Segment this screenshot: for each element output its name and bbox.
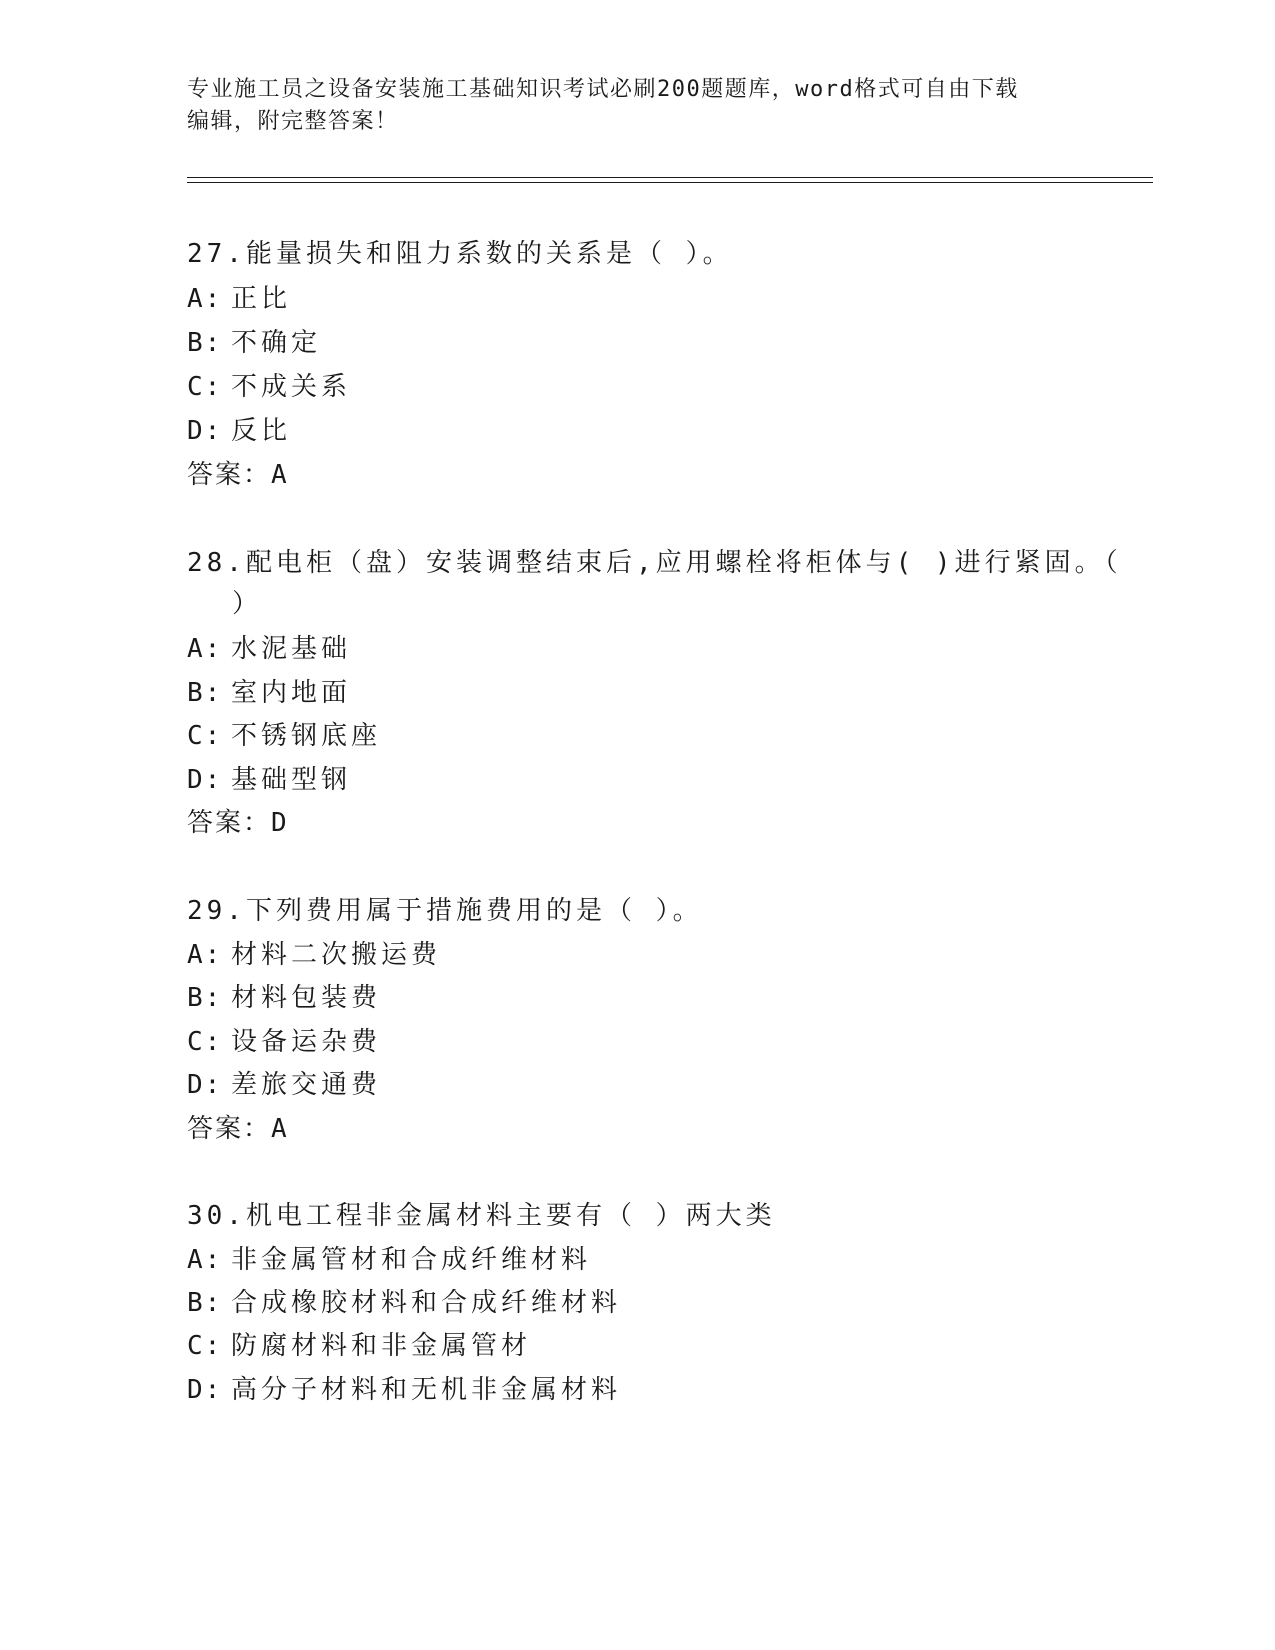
option-letter: B:: [187, 1288, 223, 1318]
option-c: [187, 1025, 381, 1059]
option-letter: A:: [187, 634, 223, 664]
option-d: [187, 763, 351, 797]
header-rule-top: [187, 177, 1153, 178]
option-text: 非金属管材和合成纤维材料: [231, 1245, 592, 1275]
option-letter: D:: [187, 416, 223, 446]
option-text: 不锈钢底座: [231, 721, 382, 751]
option-letter: C:: [187, 372, 223, 402]
option-text: 差旅交通费: [231, 1070, 382, 1100]
option-text: 材料包装费: [231, 983, 382, 1013]
option-c: [187, 1329, 531, 1363]
option-text: 基础型钢: [231, 765, 352, 795]
option-text: 设备运杂费: [231, 1027, 382, 1057]
option-text: 合成橡胶材料和合成纤维材料: [231, 1288, 622, 1318]
option-text: 高分子材料和无机非金属材料: [231, 1375, 622, 1405]
answer-value: D: [271, 808, 289, 838]
option-text: 不确定: [231, 328, 322, 358]
header-line-1: 专业施工员之设备安装施工基础知识考试必刷200题题库，word格式可自由下载: [187, 77, 1019, 102]
option-letter: A:: [187, 1245, 223, 1275]
option-letter: B:: [187, 328, 223, 358]
option-text: 反比: [231, 416, 292, 446]
option-b: [187, 1286, 621, 1320]
option-a: [187, 938, 441, 972]
option-letter: D:: [187, 1375, 223, 1405]
option-c: [187, 370, 351, 404]
option-letter: C:: [187, 1331, 223, 1361]
option-letter: B:: [187, 678, 223, 708]
option-b: [187, 981, 381, 1015]
option-d: [187, 1068, 381, 1102]
option-letter: B:: [187, 983, 223, 1013]
option-d: [187, 414, 291, 448]
option-a: [187, 282, 291, 316]
answer-label: 答案：: [187, 808, 272, 838]
question-stem-continuation: ）: [232, 589, 263, 619]
option-c: [187, 719, 381, 753]
document-header: [187, 74, 1087, 138]
answer-value: A: [271, 1114, 289, 1144]
option-letter: D:: [187, 1070, 223, 1100]
answer-line: [187, 458, 289, 492]
answer-label: 答案：: [187, 460, 272, 490]
question-stem: 28.配电柜（盘）安装调整结束后,应用螺栓将柜体与( )进行紧固。（: [187, 548, 1122, 578]
option-letter: C:: [187, 721, 223, 751]
option-letter: A:: [187, 284, 223, 314]
answer-line: [187, 806, 289, 840]
option-text: 材料二次搬运费: [231, 940, 442, 970]
option-a: [187, 632, 351, 666]
option-letter: A:: [187, 940, 223, 970]
answer-line: [187, 1112, 289, 1146]
option-d: [187, 1373, 621, 1407]
question-stem: 30.机电工程非金属材料主要有（ ）两大类: [187, 1201, 776, 1231]
answer-label: 答案：: [187, 1114, 272, 1144]
option-a: [187, 1243, 591, 1277]
question-stem: 27.能量损失和阻力系数的关系是（ ）。: [187, 239, 733, 269]
option-text: 室内地面: [231, 678, 352, 708]
question-stem: 29.下列费用属于措施费用的是（ ）。: [187, 896, 703, 926]
option-letter: D:: [187, 765, 223, 795]
option-text: 防腐材料和非金属管材: [231, 1331, 532, 1361]
header-line-2: 编辑，附完整答案！: [187, 109, 399, 134]
option-text: 水泥基础: [231, 634, 352, 664]
option-b: [187, 326, 321, 360]
option-text: 正比: [231, 284, 292, 314]
option-letter: C:: [187, 1027, 223, 1057]
option-b: [187, 676, 351, 710]
header-rule-bottom: [187, 182, 1153, 183]
answer-value: A: [271, 460, 289, 490]
option-text: 不成关系: [231, 372, 352, 402]
